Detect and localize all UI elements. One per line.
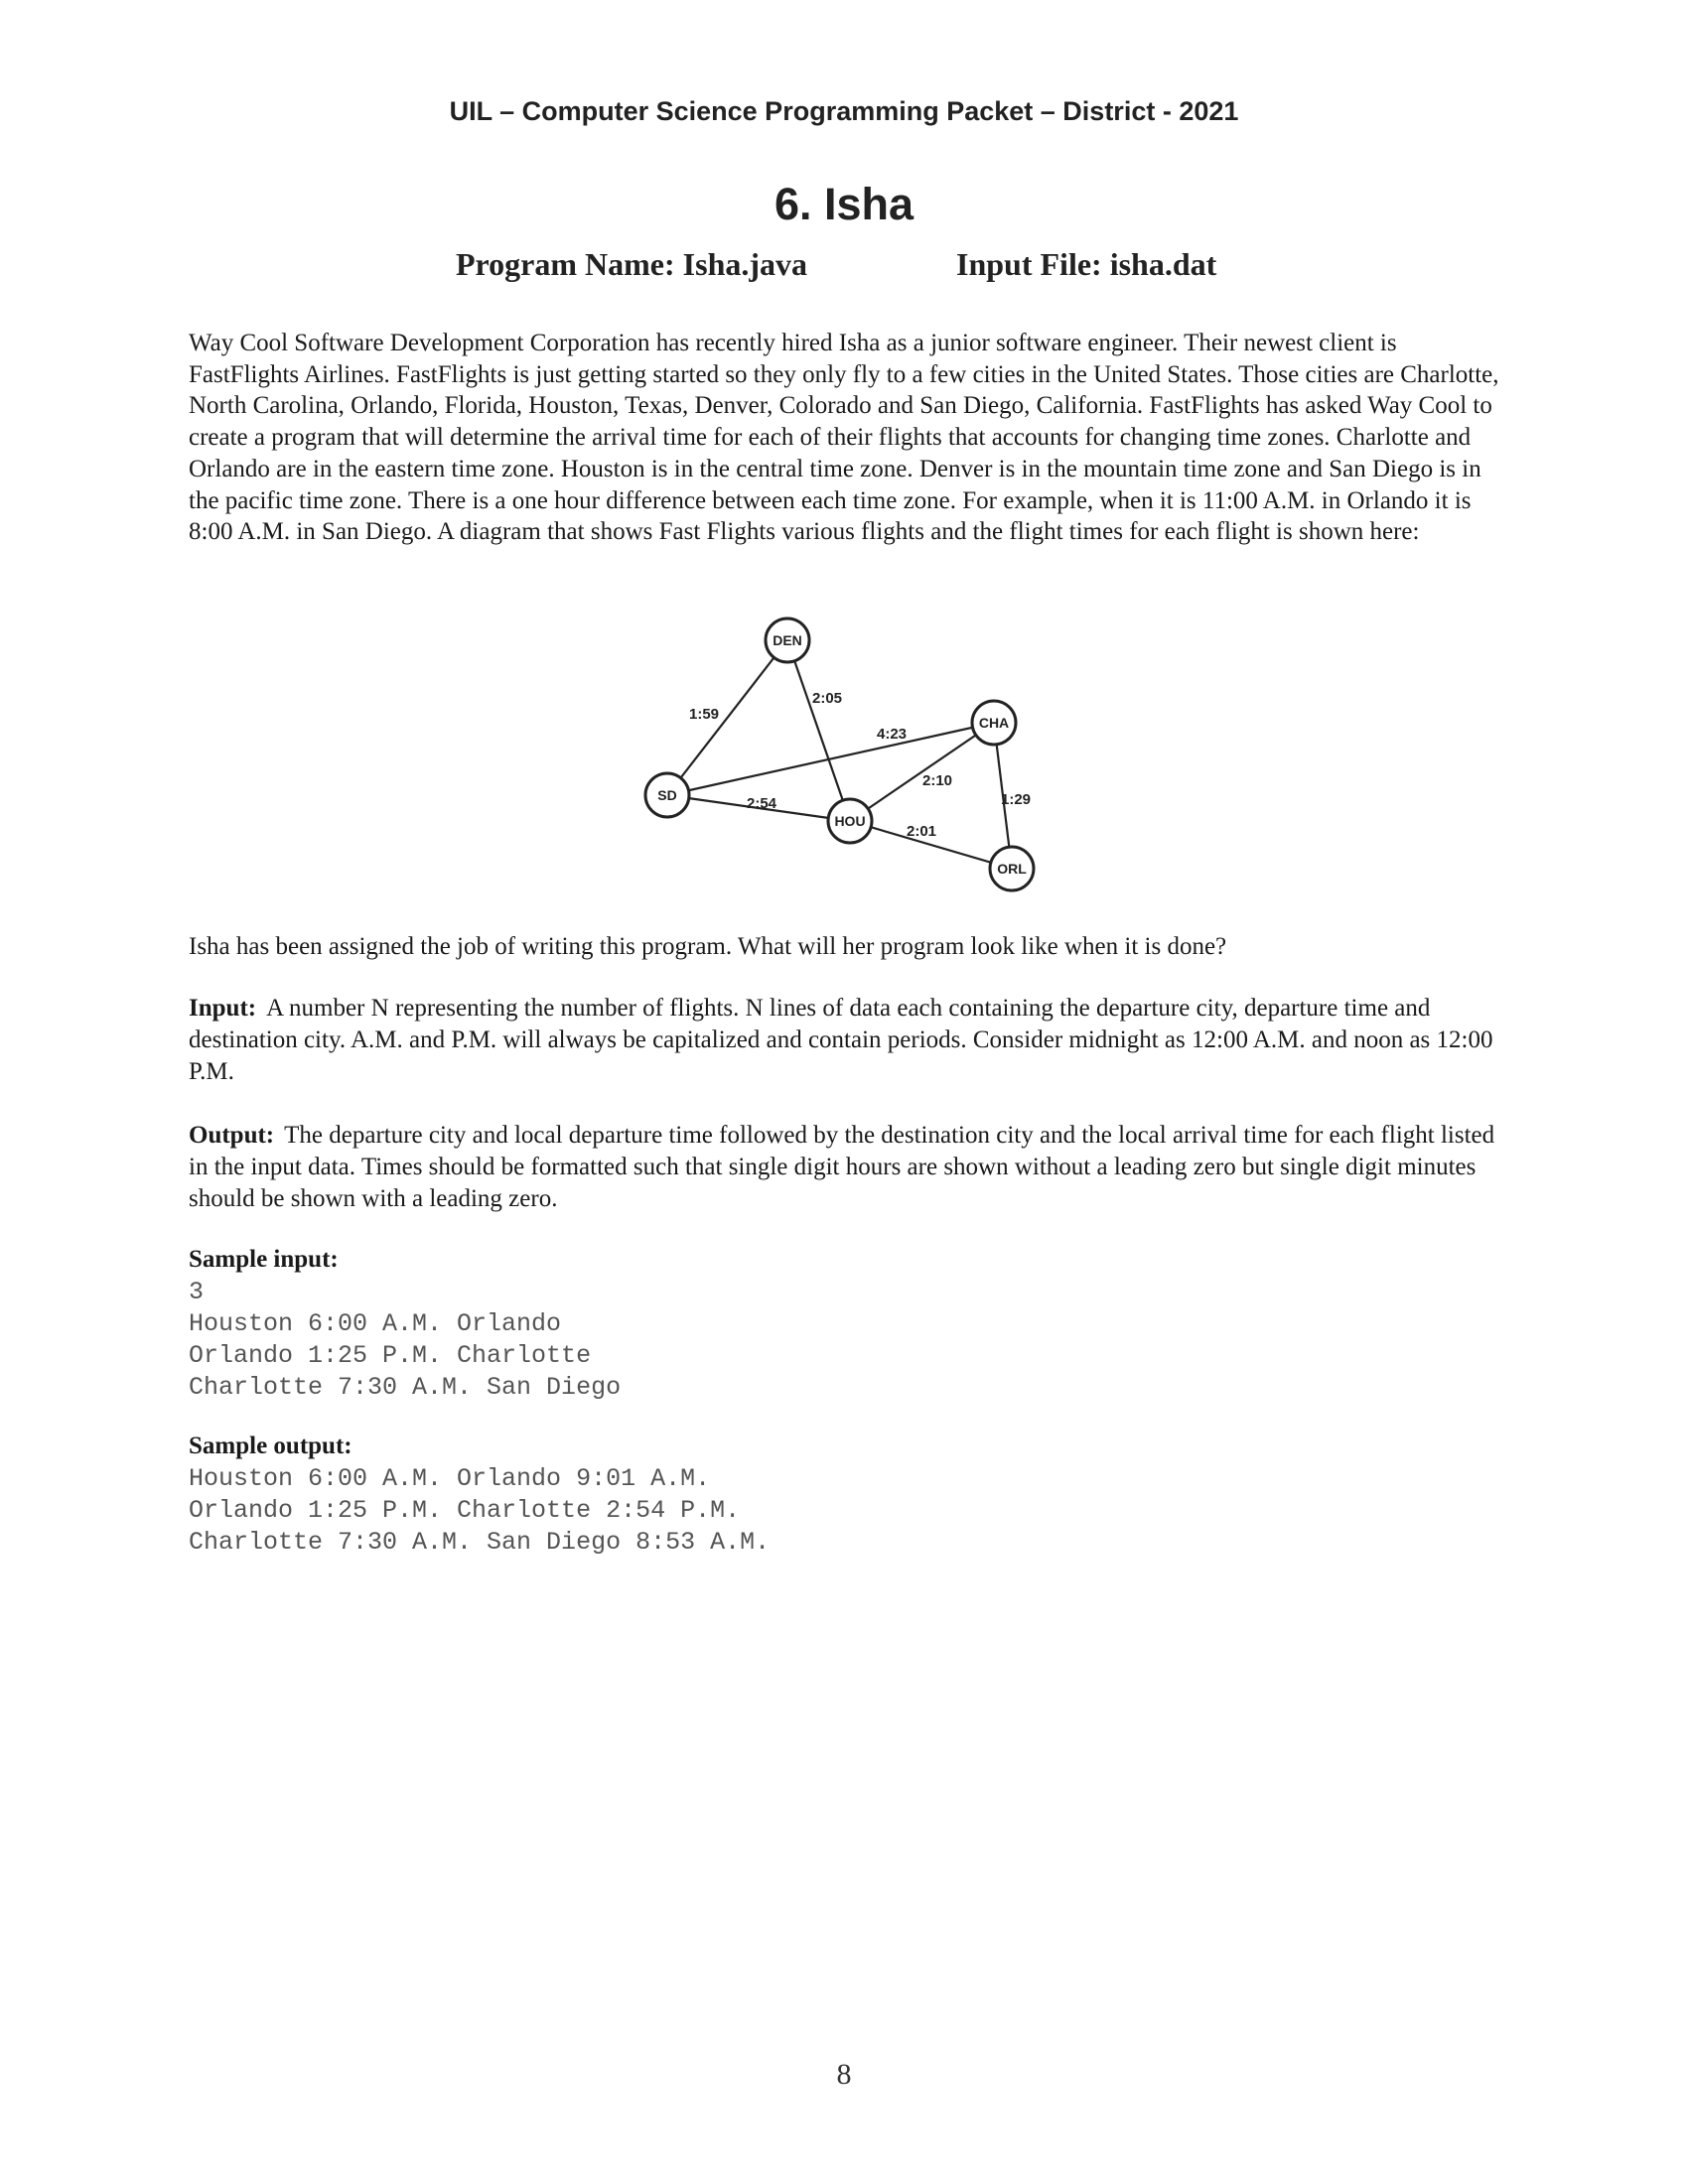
node-den [766,618,809,662]
input-text: A number N representing the number of flights. N lines of data each containing the departure city, departure time and destination city. A.M. and P.M. will always be capitalized and contain periods. Consider midnight as 12:00 A.M. and noon as 12:00 P.M. [189,995,1493,1085]
node-label-hou: HOU [834,813,866,829]
input-file-name: Input File: isha.dat [956,246,1217,282]
flight-diagram [635,611,1062,908]
sample-input-block: 3 Houston 6:00 A.M. Orlando Orlando 1:25 P.M. Charlotte Charlotte 7:30 A.M. San Diego [189,1278,622,1402]
edge-den-hou [787,640,850,821]
output-label: Output: [189,1122,275,1149]
edge-label-hou-cha: 2:10 [922,772,953,789]
sample-output-heading: Sample output: [189,1433,352,1459]
edge-label-sd-den: 1:59 [689,706,720,723]
output-description [189,1120,1509,1215]
assignment-sentence: Isha has been assigned the job of writing this program. What will her program look like when it is done? [189,933,1227,960]
sample-input-heading: Sample input: [189,1246,339,1273]
input-description [189,993,1509,1088]
node-sd [645,773,689,817]
sample-output-block: Houston 6:00 A.M. Orlando 9:01 A.M. Orlando 1:25 P.M. Charlotte 2:54 P.M. Charlotte 7:30 A.M. San Diego 8:53 A.M. [189,1464,771,1557]
node-cha [972,701,1016,745]
input-label: Input: [189,995,257,1022]
edge-label-sd-cha: 4:23 [877,726,908,743]
edge-label-sd-hou: 2:54 [747,795,777,812]
node-orl [990,847,1034,890]
intro-paragraph: Way Cool Software Development Corporation has recently hired Isha as a junior software engineer. Their newest client is FastFlights Airlines. FastFlights is just getting started so they only fly to a few cities in the United States. Those cities are Charlotte, North Carolina, Orlando, Florida, Houston, Texas, Denver, Colorado and San Diego, California. FastFlights has asked Way Cool to create a program that will determine the arrival time for each of their flights that accounts for changing time zones. Charlotte and Orlando are in the eastern time zone. Houston is in the central time zone. Denver is in the mountain time zone and San Diego is in the pacific time zone. There is a one hour difference between each time zone. For example, when it is 11:00 A.M. in Orlando it is 8:00 A.M. in San Diego. A diagram that shows Fast Flights various flights and the flight times for each flight is shown here: [189,330,1499,546]
node-label-cha: CHA [978,715,1010,731]
page-number: 8 [836,2058,852,2091]
edge-label-cha-orl: 1:29 [1001,791,1032,808]
problem-title: 6. Isha [774,179,914,229]
edge-label-den-hou: 2:05 [812,690,843,707]
output-text: The departure city and local departure time followed by the destination city and the local arrival time for each flight listed in the input data. Times should be formatted such that single digit hours are shown without a leading zero but single digit minutes should be shown with a leading zero. [189,1122,1495,1212]
node-label-orl: ORL [997,861,1027,877]
node-label-sd: SD [657,787,677,803]
program-name: Program Name: Isha.java [456,246,808,282]
node-label-den: DEN [773,632,802,648]
node-hou [828,799,872,843]
edge-label-hou-orl: 2:01 [907,823,937,840]
page-header: UIL – Computer Science Programming Packet – District - 2021 [449,96,1239,126]
